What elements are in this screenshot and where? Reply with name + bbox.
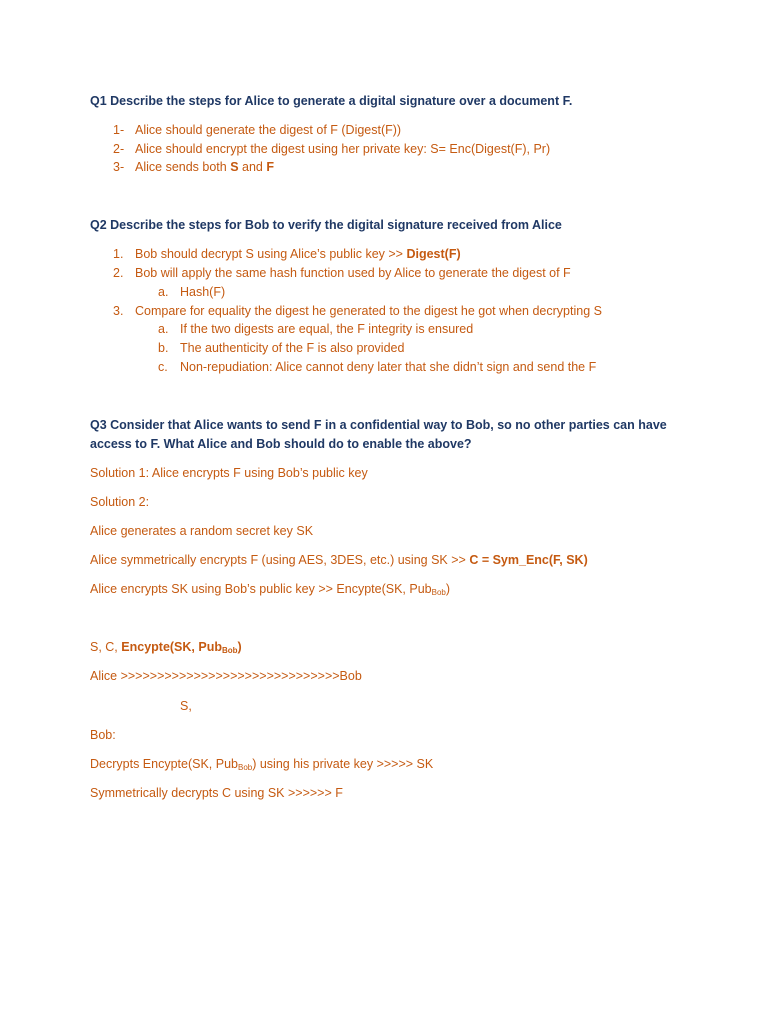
q1-item-3-bold-s: S bbox=[230, 160, 239, 174]
q2-item-3c: Non-repudiation: Alice cannot deny later that she didn’t sign and send the F bbox=[180, 360, 597, 374]
q1-item-3-and: and bbox=[238, 160, 267, 174]
q2-item-2a-marker: a. bbox=[158, 285, 169, 299]
q2-item-3b: The authenticity of the F is also provided bbox=[180, 341, 405, 355]
q2-item-1-bold: Digest(F) bbox=[406, 247, 461, 261]
q2-item-3-marker: 3. bbox=[113, 304, 124, 318]
q2-item-3c-marker: c. bbox=[158, 360, 168, 374]
q1-title: Q1 Describe the steps for Alice to generate a digital signature over a document F. bbox=[90, 94, 573, 108]
q3-bob-step-2: Symmetrically decrypts C using SK >>>>>> F bbox=[90, 786, 343, 800]
q3-step-2-bold: C = Sym_Enc(F, SK) bbox=[469, 553, 588, 567]
q3-step-3-text: Alice encrypts SK using Bob’s public key >> Encypte(SK, Pub bbox=[90, 582, 432, 596]
q3-bob-step-1-text: Decrypts Encypte(SK, Pub bbox=[90, 757, 238, 771]
q2-item-3b-marker: b. bbox=[158, 341, 169, 355]
q3-solution-2: Solution 2: bbox=[90, 495, 150, 509]
q3-solution-1: Solution 1: Alice encrypts F using Bob’s public key bbox=[90, 466, 368, 480]
q1-item-2: Alice should encrypt the digest using her private key: S= Enc(Digest(F), Pr) bbox=[135, 142, 551, 156]
q3-step-3-close: ) bbox=[445, 582, 451, 596]
q2-item-2a: Hash(F) bbox=[180, 285, 226, 299]
q3-title-line2: access to F. What Alice and Bob should do to enable the above? bbox=[90, 437, 472, 451]
q3-step-3 bbox=[90, 582, 450, 598]
q2-item-1-text: Bob should decrypt S using Alice’s public key >> bbox=[135, 247, 407, 261]
q2-item-3a-marker: a. bbox=[158, 322, 169, 336]
q1-item-1: Alice should generate the digest of F (Digest(F)) bbox=[135, 123, 402, 137]
q1-item-2-marker: 2- bbox=[113, 142, 125, 156]
q2-item-3: Compare for equality the digest he generated to the digest he got when decrypting S bbox=[135, 304, 602, 318]
q3-message bbox=[90, 640, 242, 656]
q2-title: Q2 Describe the steps for Bob to verify the digital signature received from Alice bbox=[90, 218, 562, 232]
q1-item-3-text: Alice sends both bbox=[135, 160, 231, 174]
q2-item-3a: If the two digests are equal, the F integrity is ensured bbox=[180, 322, 474, 336]
q3-message-bold bbox=[121, 640, 241, 654]
q1-item-3-marker: 3- bbox=[113, 160, 125, 174]
q1-item-3-bold-f: F bbox=[266, 160, 274, 174]
q2-item-1 bbox=[135, 247, 461, 263]
q1-item-3 bbox=[135, 160, 274, 176]
q3-step-2-text: Alice symmetrically encrypts F (using AES, 3DES, etc.) using SK >> bbox=[90, 553, 470, 567]
q3-bob-step-1-sub: Bob bbox=[237, 763, 253, 772]
q3-message-bold-text: Encypte(SK, Pub bbox=[121, 640, 222, 654]
q3-step-2 bbox=[90, 553, 588, 569]
q3-flow-s: S, bbox=[180, 699, 192, 713]
q2-item-2-marker: 2. bbox=[113, 266, 124, 280]
q3-message-sub: Bob bbox=[221, 646, 238, 655]
q3-title-line1: Q3 Consider that Alice wants to send F in a confidential way to Bob, so no other parties can have bbox=[90, 418, 667, 432]
q3-step-3-sub: Bob bbox=[431, 588, 446, 597]
q3-step-1: Alice generates a random secret key SK bbox=[90, 524, 314, 538]
q3-bob-step-1 bbox=[90, 757, 433, 773]
q3-message-close: ) bbox=[237, 640, 242, 654]
q2-item-1-marker: 1. bbox=[113, 247, 124, 261]
q3-bob-label: Bob: bbox=[90, 728, 116, 742]
q2-item-2: Bob will apply the same hash function used by Alice to generate the digest of F bbox=[135, 266, 571, 280]
q3-flow: Alice >>>>>>>>>>>>>>>>>>>>>>>>>>>>>>Bob bbox=[90, 669, 362, 683]
q3-message-text: S, C, bbox=[90, 640, 122, 654]
q1-item-1-marker: 1- bbox=[113, 123, 125, 137]
q3-bob-step-1-rest: ) using his private key >>>>> SK bbox=[252, 757, 434, 771]
